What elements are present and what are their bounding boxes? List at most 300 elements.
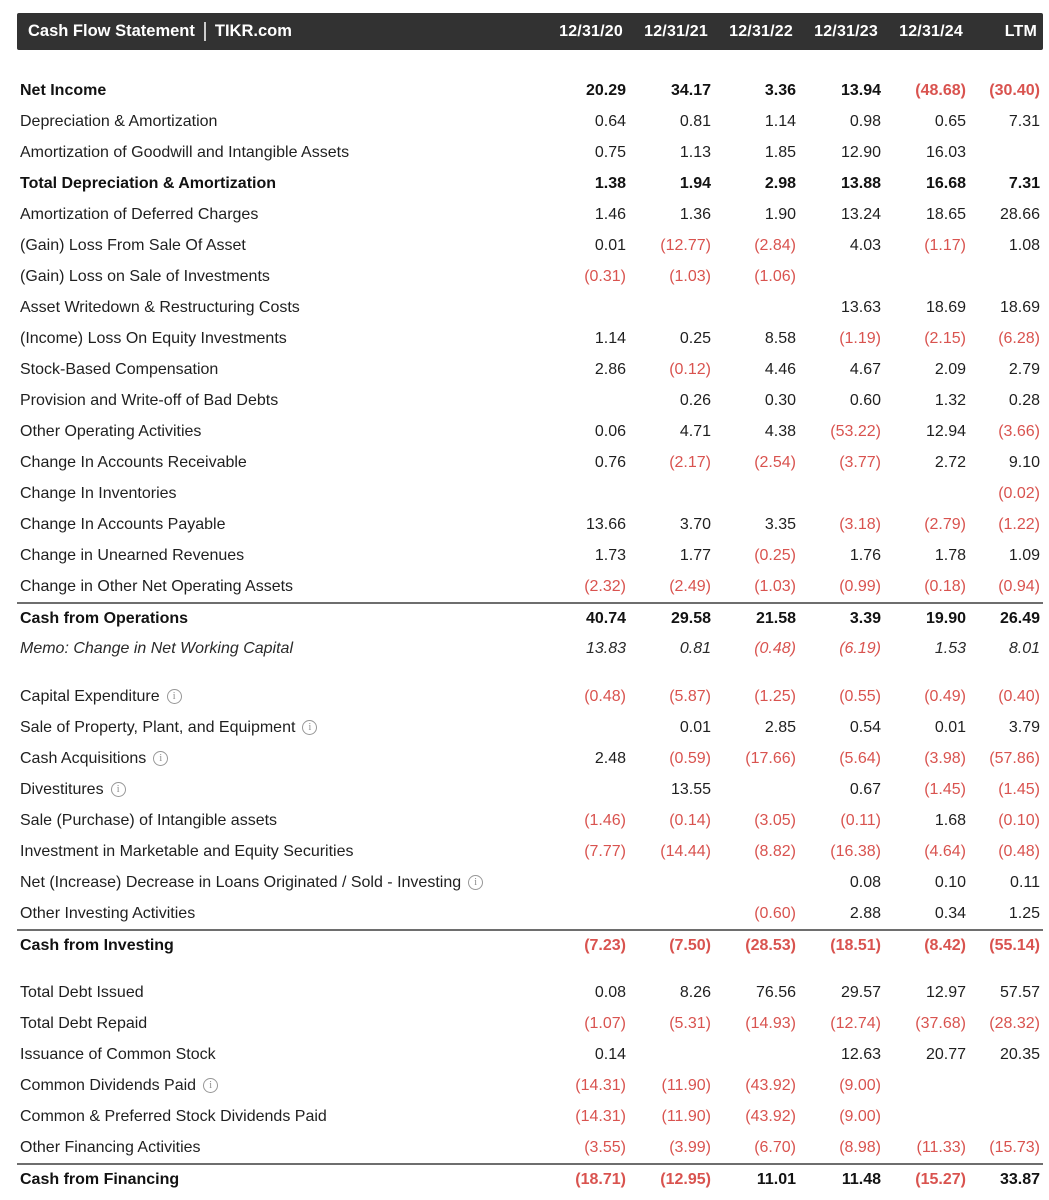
value-cell: 0.54 [849,718,881,736]
row-label: Sale (Purchase) of Intangible assets [20,811,278,829]
value-cell: (0.02) [998,484,1040,502]
row-label: Cash from Investing [20,936,174,954]
value-cell: 26.49 [999,609,1040,627]
table-row [17,867,1043,898]
table-row [17,1070,1043,1101]
value-cell: (12.95) [660,1170,711,1188]
value-cell: (0.55) [839,687,881,705]
value-cell: 0.26 [679,391,711,409]
value-cell: 18.65 [925,205,966,223]
info-icon[interactable]: i [111,782,126,797]
row-label-cell [20,719,542,737]
value-cell: 11.48 [841,1170,881,1188]
value-cell: 16.03 [925,143,966,161]
value-cell: (3.55) [584,1138,626,1156]
table-row [17,416,1043,447]
row-label: Divestitures [20,780,104,798]
info-icon[interactable]: i [302,720,317,735]
row-label-cell [20,361,542,379]
value-cell: 2.72 [934,453,966,471]
section-gap [17,664,1043,681]
value-cell: (1.19) [839,329,881,347]
value-cell: 28.66 [999,205,1040,223]
value-cell: 34.17 [670,81,711,99]
value-cell: 3.79 [1008,718,1040,736]
value-cell: (15.27) [915,1170,966,1188]
row-label: Cash Acquisitions [20,749,147,767]
value-cell: (0.25) [754,546,796,564]
row-label-cell [20,144,542,162]
value-cell: (0.48) [998,842,1040,860]
value-cell: (14.31) [575,1107,626,1125]
value-cell: 0.01 [679,718,711,736]
row-label: Net (Increase) Decrease in Loans Originated / Sold - Investing [20,873,462,891]
row-label: Other Investing Activities [20,904,196,922]
value-cell: 1.85 [764,143,796,161]
row-label: Change in Unearned Revenues [20,546,245,564]
value-cell: (0.11) [840,811,881,829]
row-label: Net Income [20,81,107,99]
value-cell: 8.01 [1008,639,1040,657]
row-label: Investment in Marketable and Equity Securities [20,842,354,860]
value-cell: 0.30 [764,391,796,409]
table-row [17,509,1043,540]
row-label: Sale of Property, Plant, and Equipment [20,718,296,736]
value-cell: 13.66 [585,515,626,533]
value-cell: 20.77 [925,1045,966,1063]
table-row [17,602,1043,633]
value-cell: (2.54) [754,453,796,471]
value-cell: (30.40) [989,81,1040,99]
value-cell: 8.26 [679,983,711,1001]
table-row [17,292,1043,323]
table-row [17,977,1043,1008]
column-header-12-31-20: 12/31/20 [559,22,623,40]
value-cell: (43.92) [745,1107,796,1125]
value-cell: 7.31 [1008,112,1040,130]
row-label-cell [20,268,542,286]
row-label-cell [20,984,542,1002]
value-cell: 3.35 [764,515,796,533]
row-label-cell [20,843,542,861]
value-cell: 0.76 [594,453,626,471]
row-label-cell [20,781,542,799]
row-label: Issuance of Common Stock [20,1045,216,1063]
row-label-cell [20,640,542,658]
table-row [17,836,1043,867]
value-cell: 57.57 [999,983,1040,1001]
value-cell: 19.90 [925,609,966,627]
value-cell: (2.15) [924,329,966,347]
info-icon[interactable]: i [153,751,168,766]
value-cell: 13.88 [840,174,881,192]
value-cell: (18.71) [575,1170,626,1188]
value-cell: 12.63 [840,1045,881,1063]
value-cell: 33.87 [999,1170,1040,1188]
value-cell: 4.46 [764,360,796,378]
value-cell: 13.24 [840,205,881,223]
value-cell: 3.39 [849,609,881,627]
value-cell: 0.64 [594,112,626,130]
row-label-cell [20,1171,542,1189]
value-cell: 3.70 [679,515,711,533]
row-label-cell [20,423,542,441]
value-cell: (8.98) [839,1138,881,1156]
value-cell: (14.31) [575,1076,626,1094]
row-label: (Gain) Loss on Sale of Investments [20,267,270,285]
value-cell: 13.83 [585,639,626,657]
row-label-cell [20,578,542,596]
value-cell: (1.45) [924,780,966,798]
row-label: Total Depreciation & Amortization [20,174,277,192]
row-label-cell [20,330,542,348]
value-cell: (0.99) [839,577,881,595]
value-cell: (0.12) [669,360,711,378]
value-cell: 12.90 [840,143,881,161]
value-cell: (0.10) [998,811,1040,829]
value-cell: (2.79) [924,515,966,533]
value-cell: 1.68 [934,811,966,829]
value-cell: (37.68) [915,1014,966,1032]
value-cell: 20.35 [999,1045,1040,1063]
table-row [17,354,1043,385]
row-label: Cash from Operations [20,609,189,627]
value-cell: 18.69 [925,298,966,316]
value-cell: (7.23) [584,936,626,954]
value-cell: (1.45) [998,780,1040,798]
row-label: Amortization of Deferred Charges [20,205,259,223]
table-row [17,540,1043,571]
info-icon[interactable]: i [203,1078,218,1093]
value-cell: 1.76 [849,546,881,564]
row-label-cell [20,485,542,503]
value-cell: 0.81 [679,112,711,130]
table-row [17,478,1043,509]
value-cell: 0.10 [934,873,966,891]
value-cell: (7.77) [584,842,626,860]
value-cell: 4.03 [849,236,881,254]
column-header-12-31-23: 12/31/23 [814,22,878,40]
row-label-cell [20,516,542,534]
value-cell: (0.48) [754,639,796,657]
value-cell: (0.49) [924,687,966,705]
value-cell: 7.31 [1008,174,1040,192]
row-label: Memo: Change in Net Working Capital [20,639,294,657]
value-cell: 11.01 [756,1170,796,1188]
value-cell: (0.14) [669,811,711,829]
value-cell: 2.85 [764,718,796,736]
value-cell: (6.70) [754,1138,796,1156]
table-row [17,323,1043,354]
row-label-cell [20,113,542,131]
table-row [17,1039,1043,1070]
value-cell: (53.22) [830,422,881,440]
value-cell: 76.56 [755,983,796,1001]
value-cell: 4.38 [764,422,796,440]
row-label: Change In Accounts Payable [20,515,226,533]
value-cell: (9.00) [839,1107,881,1125]
row-label-cell [20,392,542,410]
row-label: Stock-Based Compensation [20,360,219,378]
value-cell: 16.68 [925,174,966,192]
row-label: Asset Writedown & Restructuring Costs [20,298,300,316]
value-cell: 12.97 [925,983,966,1001]
value-cell: (3.99) [669,1138,711,1156]
section-gap [17,960,1043,977]
row-label-cell [20,1015,542,1033]
table-row [17,168,1043,199]
value-cell: (57.86) [989,749,1040,767]
value-cell: (2.32) [584,577,626,595]
value-cell: (11.90) [661,1076,711,1094]
table-row [17,447,1043,478]
value-cell: (14.44) [660,842,711,860]
value-cell: (0.40) [998,687,1040,705]
row-label: Other Operating Activities [20,422,202,440]
row-label: Change in Other Net Operating Assets [20,577,294,595]
value-cell: (1.25) [754,687,796,705]
value-cell: 0.60 [849,391,881,409]
value-cell: 1.13 [679,143,711,161]
row-label-cell [20,688,542,706]
value-cell: 40.74 [585,609,626,627]
value-cell: 2.88 [849,904,881,922]
table-row [17,681,1043,712]
value-cell: 9.10 [1008,453,1040,471]
table-row [17,1163,1043,1194]
row-label: Other Financing Activities [20,1138,201,1156]
statement-header-bar [17,13,1043,50]
value-cell: (17.66) [745,749,796,767]
value-cell: (3.66) [998,422,1040,440]
value-cell: 13.63 [840,298,881,316]
row-label-cell [20,812,542,830]
value-cell: (1.03) [754,577,796,595]
row-label-cell [20,82,542,100]
value-cell: 1.94 [679,174,711,192]
value-cell: (28.53) [745,936,796,954]
value-cell: 2.98 [764,174,796,192]
value-cell: 20.29 [585,81,626,99]
value-cell: (14.93) [745,1014,796,1032]
value-cell: 2.86 [594,360,626,378]
row-label-cell [20,905,542,923]
value-cell: (7.50) [669,936,711,954]
row-label-cell [20,237,542,255]
table-row [17,106,1043,137]
row-label: (Gain) Loss From Sale Of Asset [20,236,246,254]
value-cell: (55.14) [989,936,1040,954]
row-label: Cash from Financing [20,1170,180,1188]
value-cell: 0.11 [1010,873,1040,891]
value-cell: 1.46 [594,205,626,223]
table-body [17,75,1043,1194]
value-cell: 1.14 [764,112,796,130]
value-cell: 4.71 [679,422,711,440]
row-label-cell [20,1077,542,1095]
row-label: (Income) Loss On Equity Investments [20,329,287,347]
value-cell: (3.98) [924,749,966,767]
column-header-12-31-21: 12/31/21 [644,22,708,40]
value-cell: (8.42) [924,936,966,954]
value-cell: (12.77) [660,236,711,254]
title-divider-bar [204,22,206,41]
row-label-cell [20,874,542,892]
value-cell: 0.81 [679,639,711,657]
value-cell: (2.49) [669,577,711,595]
table-row [17,385,1043,416]
row-label-cell [20,206,542,224]
table-row [17,774,1043,805]
value-cell: (6.19) [839,639,881,657]
value-cell: (6.28) [998,329,1040,347]
value-cell: 1.73 [594,546,626,564]
row-label-cell [20,750,542,768]
value-cell: 1.77 [679,546,711,564]
value-cell: 1.08 [1008,236,1040,254]
value-cell: 4.67 [849,360,881,378]
info-icon[interactable]: i [167,689,182,704]
value-cell: (0.31) [584,267,626,285]
value-cell: 3.36 [764,81,796,99]
value-cell: (12.74) [830,1014,881,1032]
value-cell: (8.82) [754,842,796,860]
column-header-ltm: LTM [1004,22,1037,40]
row-label-cell [20,454,542,472]
value-cell: 21.58 [755,609,796,627]
table-row [17,230,1043,261]
value-cell: (16.38) [830,842,881,860]
row-label-cell [20,175,542,193]
table-row [17,929,1043,960]
row-label-cell [20,937,542,955]
table-row [17,805,1043,836]
value-cell: 1.25 [1008,904,1040,922]
header-title [28,22,539,41]
value-cell: 13.94 [840,81,881,99]
row-label-cell [20,1108,542,1126]
row-label: Provision and Write-off of Bad Debts [20,391,279,409]
row-label: Common Dividends Paid [20,1076,197,1094]
value-cell: 0.08 [594,983,626,1001]
value-cell: (4.64) [924,842,966,860]
table-row [17,1132,1043,1163]
table-row [17,712,1043,743]
value-cell: (0.59) [669,749,711,767]
statement-title: Cash Flow Statement [28,22,195,40]
value-cell: (1.07) [584,1014,626,1032]
value-cell: (1.06) [754,267,796,285]
value-cell: (43.92) [745,1076,796,1094]
value-cell: (0.18) [924,577,966,595]
table-row [17,1101,1043,1132]
value-cell: 8.58 [764,329,796,347]
value-cell: (3.18) [839,515,881,533]
row-label-cell [20,299,542,317]
value-cell: (2.84) [754,236,796,254]
row-label-cell [20,610,542,628]
row-label-cell [20,1046,542,1064]
value-cell: (5.87) [669,687,711,705]
value-cell: 0.01 [594,236,626,254]
row-label: Change In Accounts Receivable [20,453,247,471]
row-label: Common & Preferred Stock Dividends Paid [20,1107,327,1125]
value-cell: (2.17) [669,453,711,471]
value-cell: (5.31) [669,1014,711,1032]
row-label: Amortization of Goodwill and Intangible Assets [20,143,350,161]
value-cell: 0.34 [934,904,966,922]
value-cell: 0.75 [594,143,626,161]
table-row [17,898,1043,929]
value-cell: 12.94 [925,422,966,440]
value-cell: 1.78 [934,546,966,564]
value-cell: (11.33) [916,1138,966,1156]
table-row [17,571,1043,602]
value-cell: 0.08 [849,873,881,891]
value-cell: (0.60) [754,904,796,922]
value-cell: (1.46) [584,811,626,829]
value-cell: (9.00) [839,1076,881,1094]
table-row [17,261,1043,292]
value-cell: 1.14 [594,329,626,347]
value-cell: 0.14 [594,1045,626,1063]
brand-link[interactable]: TIKR.com [214,22,292,40]
row-label: Capital Expenditure [20,687,160,705]
value-cell: (5.64) [839,749,881,767]
value-cell: 1.90 [764,205,796,223]
value-cell: 1.09 [1008,546,1040,564]
value-cell: 1.53 [934,639,966,657]
value-cell: (1.03) [669,267,711,285]
value-cell: 0.67 [849,780,881,798]
table-row [17,75,1043,106]
table-row [17,633,1043,664]
table-row [17,743,1043,774]
table-row [17,199,1043,230]
table-row [17,1008,1043,1039]
value-cell: 29.58 [670,609,711,627]
value-cell: (1.17) [924,236,966,254]
value-cell: 0.65 [934,112,966,130]
value-cell: (11.90) [661,1107,711,1125]
value-cell: 0.25 [679,329,711,347]
column-header-12-31-24: 12/31/24 [899,22,963,40]
row-label-cell [20,1139,542,1157]
value-cell: 0.06 [594,422,626,440]
value-cell: 0.01 [934,718,966,736]
table-row [17,137,1043,168]
value-cell: 18.69 [999,298,1040,316]
value-cell: (15.73) [989,1138,1040,1156]
value-cell: 0.98 [849,112,881,130]
value-cell: 2.09 [934,360,966,378]
row-label: Change In Inventories [20,484,177,502]
value-cell: 2.48 [594,749,626,767]
value-cell: (1.22) [998,515,1040,533]
row-label-cell [20,547,542,565]
value-cell: 13.55 [670,780,711,798]
value-cell: (3.05) [754,811,796,829]
info-icon[interactable]: i [468,875,483,890]
value-cell: 0.28 [1008,391,1040,409]
value-cell: (18.51) [830,936,881,954]
row-label: Total Debt Issued [20,983,144,1001]
row-label: Total Debt Repaid [20,1014,148,1032]
value-cell: (48.68) [915,81,966,99]
column-header-12-31-22: 12/31/22 [729,22,793,40]
value-cell: 1.38 [594,174,626,192]
value-cell: 2.79 [1008,360,1040,378]
